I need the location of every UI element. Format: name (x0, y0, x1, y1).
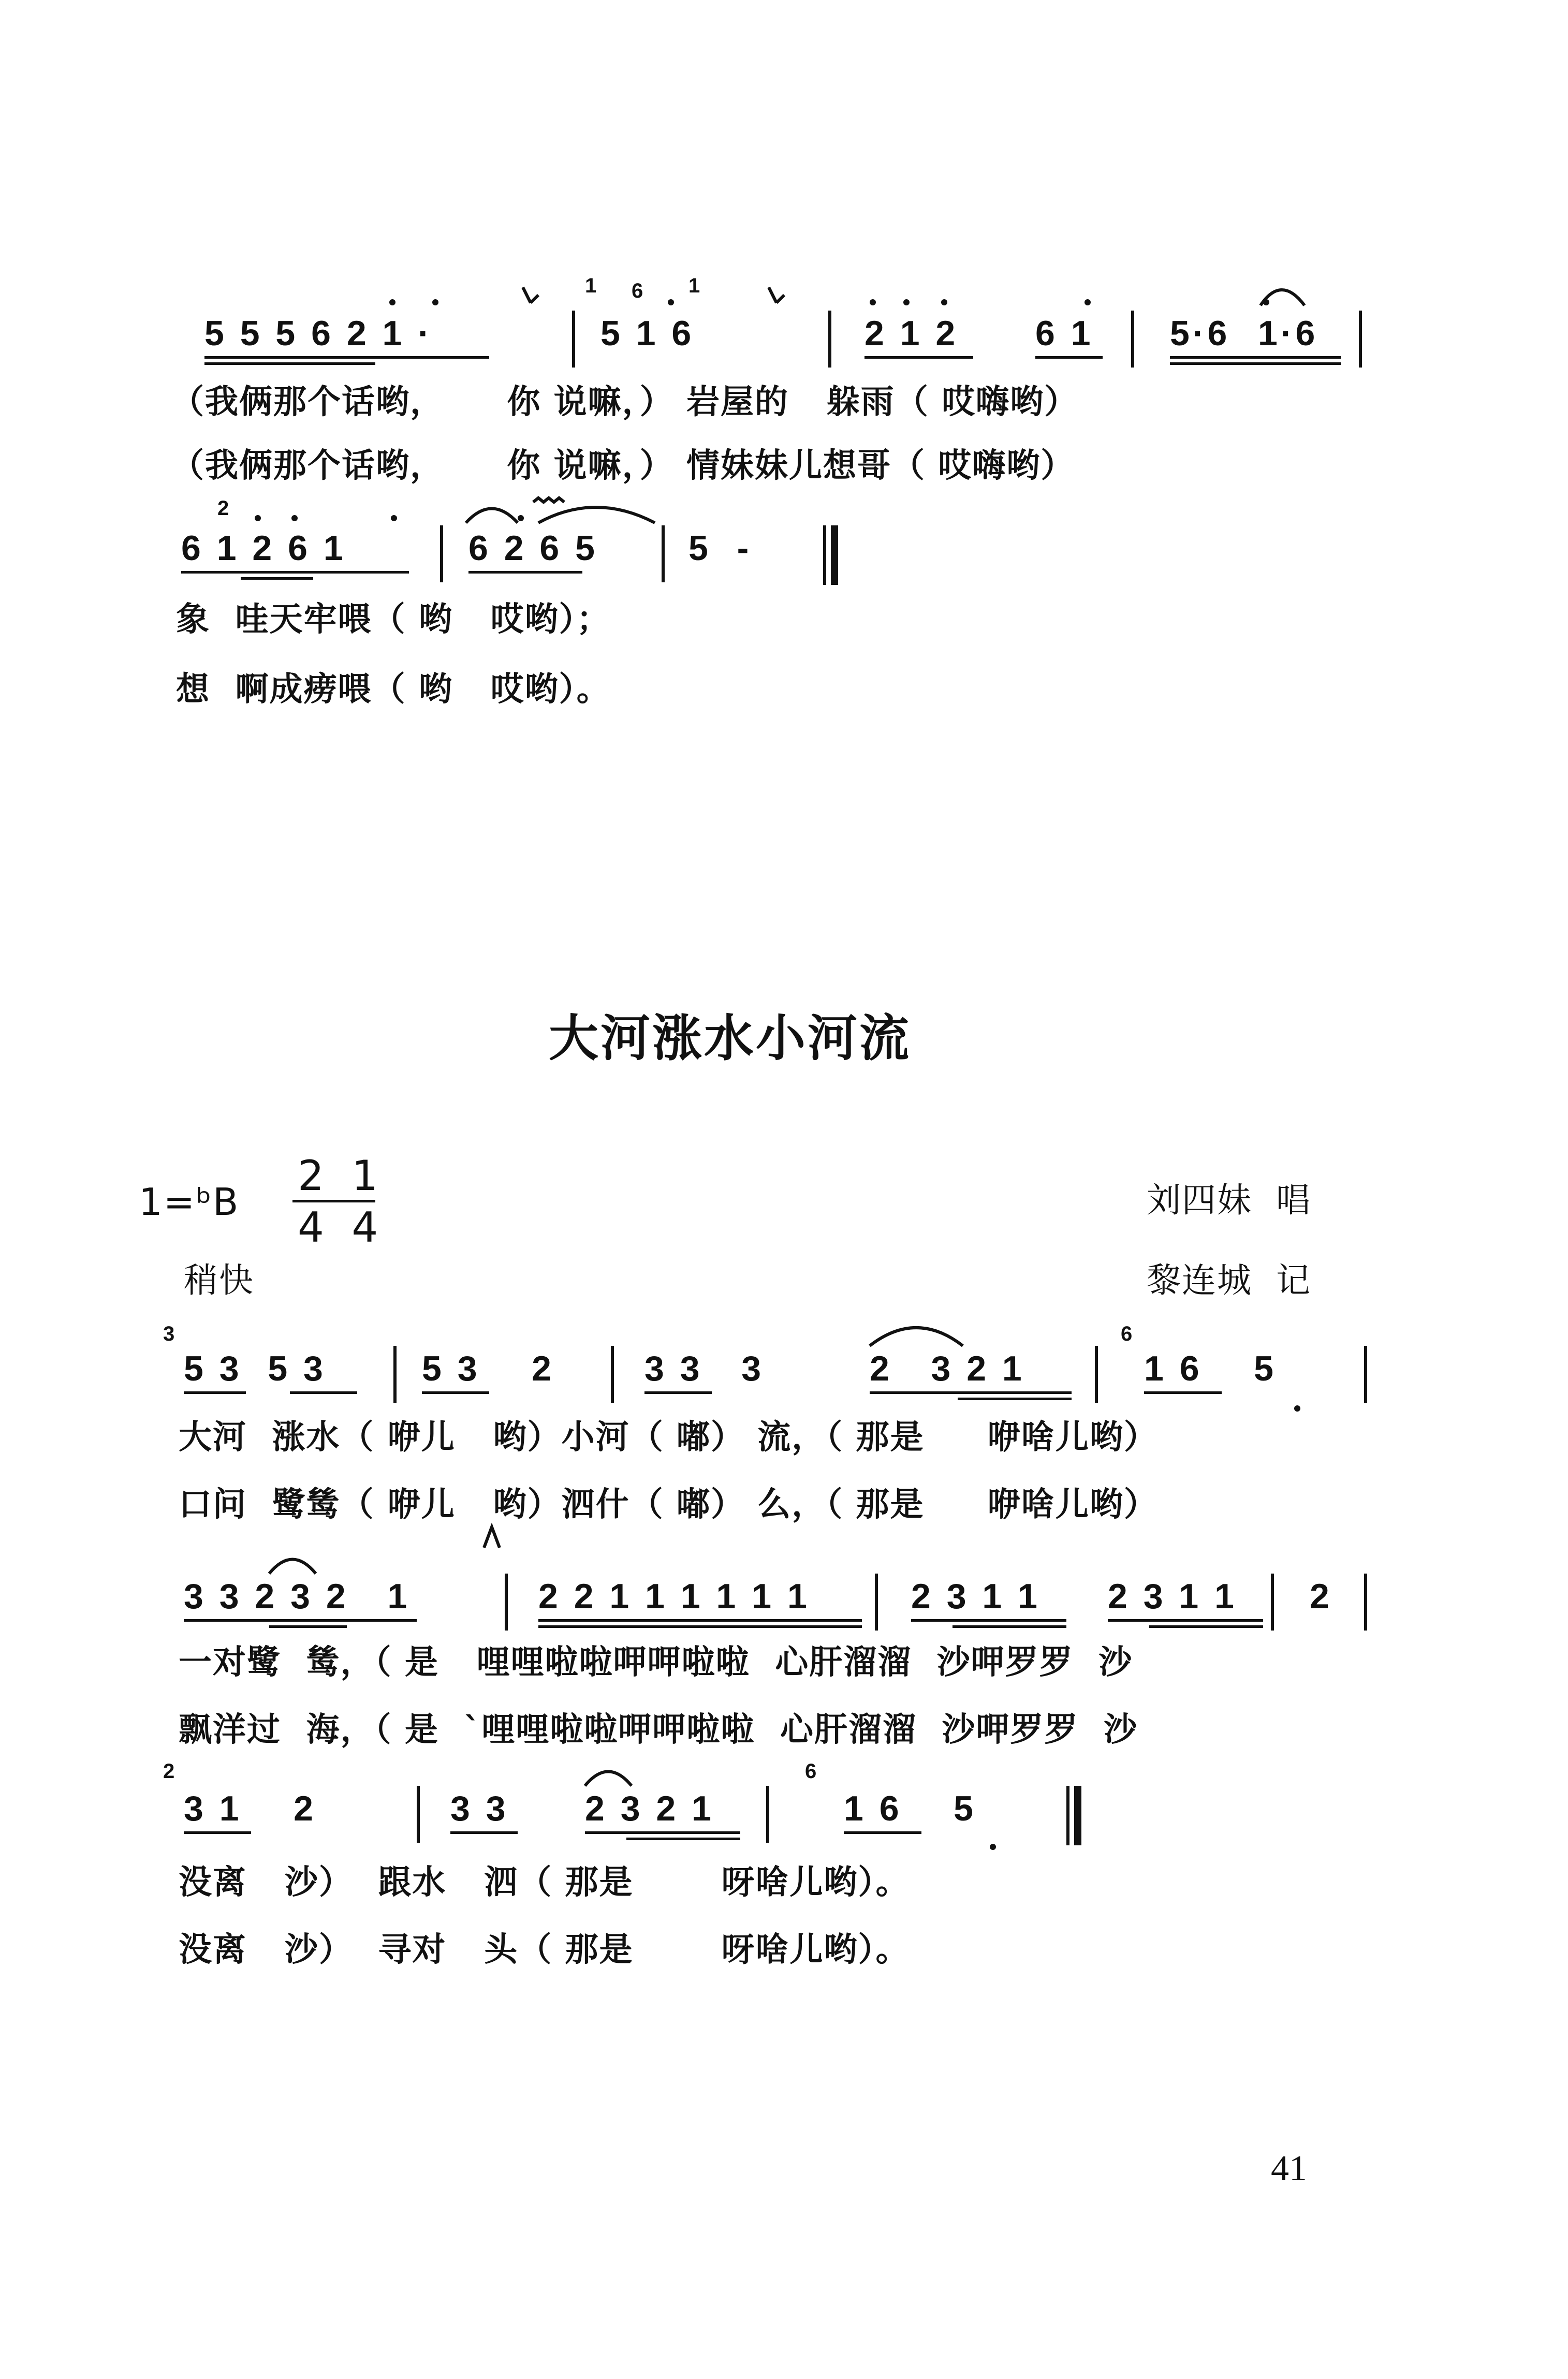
svg-text:1: 1 (688, 274, 700, 297)
svg-text:1: 1 (585, 274, 597, 297)
s2-r1-notes-b: 5 3 2 (422, 1349, 554, 1388)
s1-lyric1: （我俩那个话哟， 你 说嘛，） 岩屋的 躲雨（ 哎嗨哟） (171, 383, 1079, 421)
s2-r3-notes-b: 3 3 (450, 1789, 509, 1828)
svg-text:6: 6 (1121, 1323, 1133, 1345)
s2-r3-notes-c: 2 3 2 1 (585, 1789, 714, 1828)
s1-notes-d: 6 1 (1035, 314, 1094, 353)
s2-r1-notes-e: 1 6 5 (1144, 1349, 1277, 1388)
svg-text:6: 6 (805, 1760, 817, 1783)
s1-notes-c: 2 1 2 (864, 314, 959, 353)
s2-r2-notes-b: 2 2 1 1 1 1 1 1 (538, 1577, 810, 1616)
svg-text:2: 2 (217, 497, 229, 520)
s1-lyric2: （我俩那个话哟， 你 说嘛，） 情妹妹儿想哥（ 哎嗨哟） (171, 447, 1075, 485)
page-number: 41 (1271, 2149, 1307, 2189)
s1-notes-a: 5 5 5 6 2 1 · (204, 314, 433, 353)
s1-notes-g: 6 1 2 6 1 (181, 528, 346, 568)
s1-notes-b: 5 1 6 (600, 314, 695, 353)
s2-r2-notes-e: 2 (1310, 1577, 1332, 1616)
s1-lyric3: 象 哇天牢喂（ 哟 哎哟）； (176, 600, 611, 639)
svg-text:3: 3 (163, 1323, 175, 1345)
s2-r2-notes-c: 2 3 1 1 (911, 1577, 1041, 1616)
meter-bottom: 4 4 (298, 1203, 386, 1252)
s1-notes-i: 5 - (688, 528, 752, 568)
s2-r3-notes-d: 1 6 5 (844, 1789, 976, 1828)
song-title: 大河涨水小河流 (549, 1009, 911, 1067)
meter-top: 2 1 (298, 1152, 386, 1200)
s2-r3-lyric1: 没离 沙） 跟水 泗（ 那是 呀啥儿哟）。 (179, 1863, 910, 1902)
s1-notes-f: 1·6 (1258, 314, 1318, 353)
s2-r1-lyric2: 口问 鹭鸶（ 咿儿 哟）泗什（ 嘟） 么，（ 那是 咿啥儿哟） (179, 1486, 1158, 1524)
s1-lyric4: 想 啊成痨喂（ 哟 哎哟）。 (176, 670, 611, 709)
s2-r1-notes-c: 3 3 3 (644, 1349, 765, 1388)
s2-r2-notes-a: 3 3 2 3 2 1 (184, 1577, 411, 1616)
s2-r1-notes-a: 5 3 5 3 (184, 1349, 326, 1388)
s2-r1-notes-d: 2 3 2 1 (870, 1349, 1025, 1388)
singer-credit: 刘四妹 唱 (1147, 1180, 1311, 1220)
s2-r2-notes-d: 2 3 1 1 (1108, 1577, 1237, 1616)
s2-r3-lyric2: 没离 沙） 寻对 头（ 那是 呀啥儿哟）。 (179, 1931, 910, 1969)
s1-notes-h: 6 2 6 5 (468, 528, 598, 568)
tempo-marking: 稍快 (184, 1260, 254, 1300)
s2-r1-lyric1: 大河 涨水（ 咿儿 哟）小河（ 嘟） 流，（ 那是 咿啥儿哟） (179, 1418, 1158, 1457)
s2-r3-notes-a: 3 1 2 (184, 1789, 316, 1828)
s1-notes-e: 5·6 (1170, 314, 1230, 353)
svg-text:6: 6 (632, 280, 643, 302)
s2-r2-lyric2: 飘洋过 海，（ 是 ˋ哩哩啦啦呷呷啦啦 心肝溜溜 沙呷罗罗 沙 (179, 1711, 1138, 1749)
recorder-credit: 黎连城 记 (1147, 1260, 1311, 1300)
svg-text:2: 2 (163, 1760, 175, 1783)
s2-r2-lyric1: 一对鹭 鸶，（ 是 哩哩啦啦呷呷啦啦 心肝溜溜 沙呷罗罗 沙 (179, 1643, 1133, 1682)
key-signature: 1=ᵇB (139, 1180, 240, 1224)
